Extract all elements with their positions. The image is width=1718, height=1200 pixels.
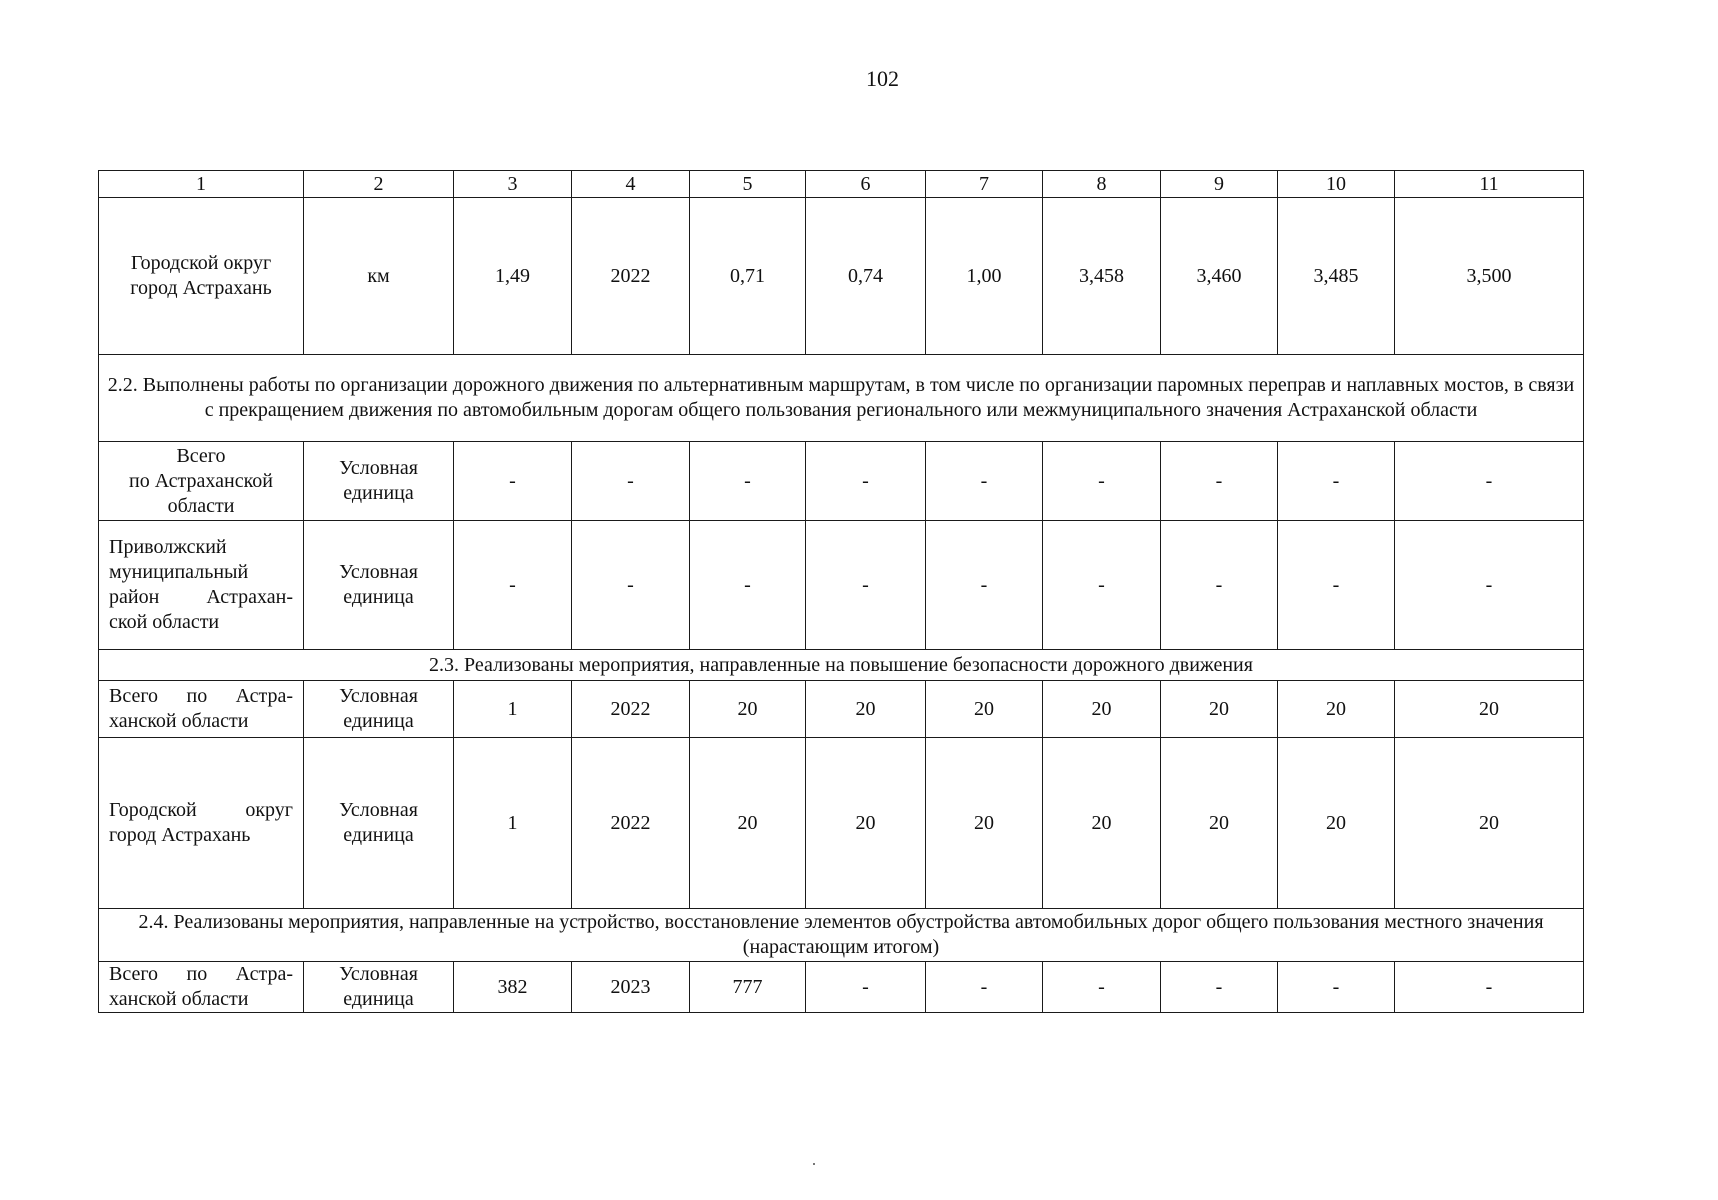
- territory-name-line: ханской области: [109, 710, 249, 732]
- value-cell: -: [1278, 442, 1395, 521]
- value-cell: -: [454, 521, 572, 650]
- column-number: 1: [99, 171, 304, 198]
- column-number: 8: [1043, 171, 1161, 198]
- value-cell: 20: [1043, 738, 1161, 909]
- section-row: [99, 355, 1584, 442]
- unit-cell: [304, 738, 454, 909]
- territory-name-line: Городской округ: [130, 252, 272, 274]
- section-row: [99, 909, 1584, 962]
- value-cell: 2022: [572, 198, 690, 355]
- unit-line: Условная: [339, 799, 418, 821]
- value-cell: -: [690, 521, 806, 650]
- value-cell: -: [806, 962, 926, 1013]
- value-cell: 20: [1161, 681, 1278, 738]
- value-cell: -: [1161, 962, 1278, 1013]
- value-cell: -: [1395, 442, 1584, 521]
- value-cell: -: [1161, 442, 1278, 521]
- unit-line: единица: [343, 710, 414, 732]
- page-number: 102: [866, 66, 899, 91]
- column-number: 11: [1395, 171, 1584, 198]
- indicator-table: [98, 170, 1584, 1013]
- value-cell: -: [1278, 962, 1395, 1013]
- value-cell: -: [572, 521, 690, 650]
- table-row: [99, 681, 1584, 738]
- column-number: 2: [304, 171, 454, 198]
- value-cell: -: [1043, 962, 1161, 1013]
- unit-cell: [304, 521, 454, 650]
- unit-cell: [304, 962, 454, 1013]
- value-cell: -: [690, 442, 806, 521]
- value-cell: -: [926, 442, 1043, 521]
- value-cell: 20: [1043, 681, 1161, 738]
- territory-name-line: Всего по Астра-: [109, 685, 293, 707]
- value-cell: 1: [454, 738, 572, 909]
- value-cell: 20: [926, 681, 1043, 738]
- value-cell: -: [1278, 521, 1395, 650]
- column-number: 10: [1278, 171, 1395, 198]
- column-number: 9: [1161, 171, 1278, 198]
- unit-cell: [304, 198, 454, 355]
- value-cell: 3,458: [1043, 198, 1161, 355]
- territory-name-cell: [99, 521, 304, 650]
- section-heading: 2.2. Выполнены работы по организации дорожного движения по альтернативным маршрутам, в том числе по организации паромных переправ и наплавных мостов, в связи с прекращением движения по автомобильным дорогам общего пользования регионального или межмуниципального значения Астраханской области: [99, 355, 1584, 442]
- value-cell: 20: [690, 681, 806, 738]
- column-number: 7: [926, 171, 1043, 198]
- value-cell: 2022: [572, 738, 690, 909]
- territory-name-line: Всего по Астра-: [109, 963, 293, 985]
- value-cell: -: [1043, 521, 1161, 650]
- value-cell: -: [454, 442, 572, 521]
- value-cell: 1,49: [454, 198, 572, 355]
- unit-cell: [304, 442, 454, 521]
- unit-line: единица: [343, 988, 414, 1010]
- section-heading: 2.3. Реализованы мероприятия, направленные на повышение безопасности дорожного движения: [99, 650, 1584, 681]
- value-cell: 0,71: [690, 198, 806, 355]
- territory-name-line: город Астрахань: [130, 277, 272, 299]
- unit-line: Условная: [339, 963, 418, 985]
- value-cell: 20: [1395, 681, 1584, 738]
- territory-name-line: ской области: [109, 611, 220, 633]
- territory-name-line: район Астрахан-: [109, 586, 293, 608]
- value-cell: -: [1043, 442, 1161, 521]
- value-cell: -: [1161, 521, 1278, 650]
- value-cell: 20: [806, 681, 926, 738]
- table-row: [99, 198, 1584, 355]
- value-cell: -: [926, 521, 1043, 650]
- table-row: [99, 738, 1584, 909]
- territory-name-line: по Астраханской: [129, 469, 273, 492]
- unit-line: единица: [343, 824, 414, 846]
- value-cell: -: [572, 442, 690, 521]
- value-cell: 2023: [572, 962, 690, 1013]
- value-cell: 20: [926, 738, 1043, 909]
- unit-line: Условная: [339, 457, 418, 479]
- territory-name-cell: [99, 442, 304, 521]
- territory-name-line: город Астрахань: [109, 824, 251, 846]
- value-cell: -: [806, 442, 926, 521]
- unit-line: единица: [343, 586, 414, 608]
- table-header-row: [99, 171, 1584, 198]
- territory-name-cell: [99, 198, 304, 355]
- value-cell: 3,500: [1395, 198, 1584, 355]
- unit-line: Условная: [339, 561, 418, 583]
- column-number: 3: [454, 171, 572, 198]
- territory-name-line: Городской округ: [109, 799, 293, 821]
- value-cell: 20: [806, 738, 926, 909]
- value-cell: 0,74: [806, 198, 926, 355]
- unit-cell: [304, 681, 454, 738]
- territory-name-cell: [99, 962, 304, 1013]
- value-cell: 20: [1278, 681, 1395, 738]
- value-cell: 1,00: [926, 198, 1043, 355]
- table-row: [99, 442, 1584, 521]
- territory-name-line: ханской области: [109, 988, 249, 1010]
- table-row: [99, 521, 1584, 650]
- value-cell: -: [806, 521, 926, 650]
- value-cell: 3,460: [1161, 198, 1278, 355]
- column-number: 4: [572, 171, 690, 198]
- territory-name-line: области: [167, 494, 235, 517]
- column-number: 5: [690, 171, 806, 198]
- value-cell: 2022: [572, 681, 690, 738]
- value-cell: 3,485: [1278, 198, 1395, 355]
- unit-line: км: [367, 264, 390, 287]
- value-cell: -: [1395, 962, 1584, 1013]
- territory-name-line: Всего: [176, 444, 226, 467]
- column-number: 6: [806, 171, 926, 198]
- value-cell: -: [926, 962, 1043, 1013]
- value-cell: 20: [690, 738, 806, 909]
- territory-name-cell: [99, 681, 304, 738]
- value-cell: 20: [1395, 738, 1584, 909]
- territory-name-line: муниципальный: [109, 561, 249, 583]
- unit-line: единица: [343, 482, 414, 504]
- section-heading: 2.4. Реализованы мероприятия, направленные на устройство, восстановление элементов обустройства автомобильных дорог общего пользования местного значения (нарастающим итогом): [99, 909, 1584, 962]
- value-cell: -: [1395, 521, 1584, 650]
- table-row: [99, 962, 1584, 1013]
- value-cell: 20: [1161, 738, 1278, 909]
- territory-name-cell: [99, 738, 304, 909]
- value-cell: 20: [1278, 738, 1395, 909]
- value-cell: 777: [690, 962, 806, 1013]
- scan-speck: [813, 1163, 815, 1165]
- value-cell: 382: [454, 962, 572, 1013]
- unit-line: Условная: [339, 685, 418, 707]
- territory-name-line: Приволжский: [109, 536, 227, 558]
- section-row: [99, 650, 1584, 681]
- value-cell: 1: [454, 681, 572, 738]
